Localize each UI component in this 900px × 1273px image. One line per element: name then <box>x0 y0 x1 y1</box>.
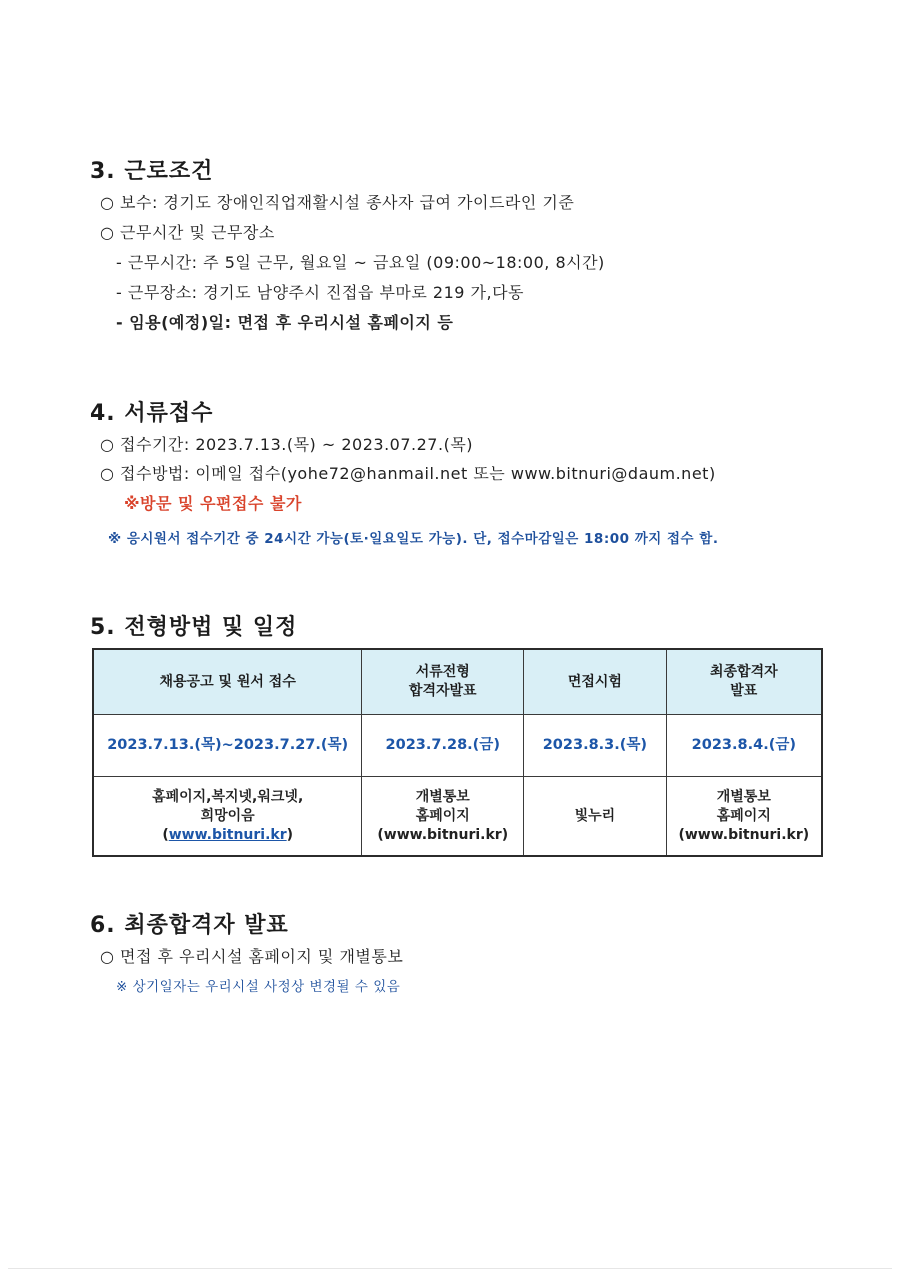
table-method-row <box>93 777 822 857</box>
work-hours-item: - 근무시간: 주 5일 근무, 월요일 ~ 금요일 (09:00~18:00, 8시간) <box>116 253 605 272</box>
method-announcement: 홈페이지,복지넷,워크넷, 희망이음 (www.bitnuri.kr) <box>93 777 362 857</box>
date-announcement: 2023.7.13.(목)~2023.7.27.(목) <box>93 715 362 777</box>
application-method: ○ 접수방법: 이메일 접수(yohe72@hanmail.net 또는 www.bitnuri@daum.net) <box>100 464 716 483</box>
header-announcement: 채용공고 및 원서 접수 <box>93 649 362 715</box>
no-visit-notice: ※방문 및 우편접수 불가 <box>124 494 302 513</box>
application-period: ○ 접수기간: 2023.7.13.(목) ~ 2023.07.27.(목) <box>100 435 474 454</box>
method-final-result: 개별통보 홈페이지 (www.bitnuri.kr) <box>666 777 822 857</box>
pay-item: ○ 보수: 경기도 장애인직업재활시설 종사자 급여 가이드라인 기준 <box>100 193 575 212</box>
work-place-item: - 근무장소: 경기도 남양주시 진접읍 부마로 219 가,다동 <box>116 283 525 302</box>
header-interview: 면접시험 <box>524 649 666 715</box>
appointment-date-item: - 임용(예정)일: 면접 후 우리시설 홈페이지 등 <box>116 313 454 332</box>
method-interview: 빛누리 <box>524 777 666 857</box>
section-6-title: 6. 최종합격자 발표 <box>90 913 289 938</box>
application-note: ※ 응시원서 접수기간 중 24시간 가능(토·일요일도 가능). 단, 접수마감일은 18:00 까지 접수 함. <box>108 531 719 547</box>
date-document-result: 2023.7.28.(금) <box>362 715 524 777</box>
date-final-result: 2023.8.4.(금) <box>666 715 822 777</box>
schedule-table <box>92 648 823 857</box>
hours-place-item: ○ 근무시간 및 근무장소 <box>100 223 275 242</box>
method-document-result: 개별통보 홈페이지 (www.bitnuri.kr) <box>362 777 524 857</box>
header-final-result: 최종합격자 발표 <box>666 649 822 715</box>
schedule-change-note: ※ 상기일자는 우리시설 사정상 변경될 수 있음 <box>116 979 401 995</box>
page-bottom-divider <box>8 1268 892 1269</box>
table-dates-row <box>93 715 822 777</box>
table-header-row <box>93 649 822 715</box>
section-3-title: 3. 근로조건 <box>90 159 214 184</box>
bitnuri-link[interactable]: www.bitnuri.kr <box>168 826 287 843</box>
date-interview: 2023.8.3.(목) <box>524 715 666 777</box>
final-result-item: ○ 면접 후 우리시설 홈페이지 및 개별통보 <box>100 947 404 966</box>
section-5-title: 5. 전형방법 및 일정 <box>90 615 298 640</box>
header-document-screening: 서류전형 합격자발표 <box>362 649 524 715</box>
section-4-title: 4. 서류접수 <box>90 401 214 426</box>
